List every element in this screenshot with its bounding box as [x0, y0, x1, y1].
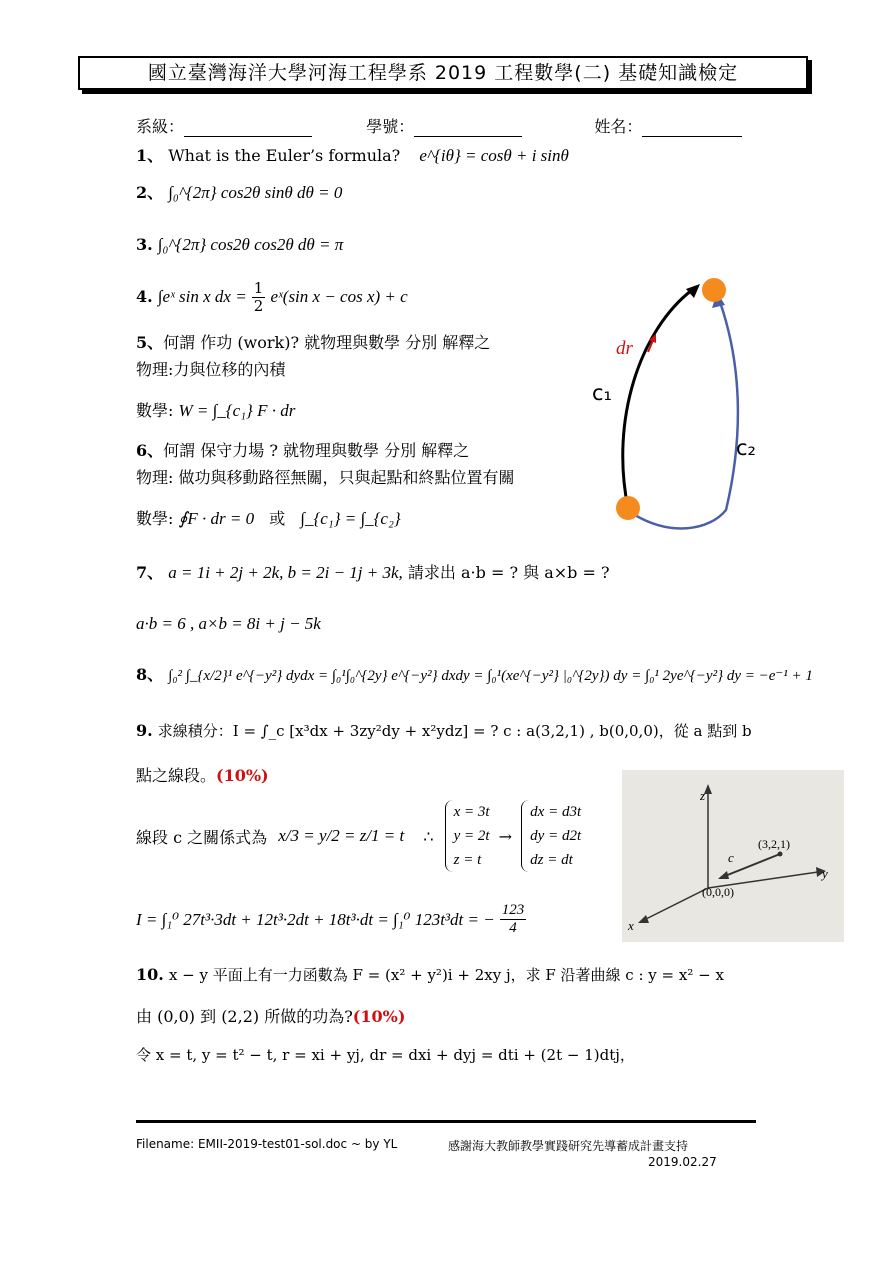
sys2-dz: dz = dt [530, 852, 573, 868]
sys1-y: y = 2t [453, 828, 490, 844]
axes-figure [622, 770, 844, 942]
q6-math-expression-1: ∮F · dr = 0 [178, 509, 255, 528]
q1-number: 1、 [136, 146, 164, 165]
path-c1 [623, 290, 692, 508]
page-title: 國立臺灣海洋大學河海工程學系 2019 工程數學(二) 基礎知識檢定 [78, 56, 808, 90]
q9-system-2 [521, 800, 581, 872]
q7-vectors: a = 1i + 2j + 2k, b = 2i − 1j + 3k, [168, 563, 403, 582]
end-point-dot [702, 278, 726, 302]
q5-number: 5、 [136, 333, 164, 352]
curve-label: c [728, 850, 734, 865]
q9-param-equation: x/3 = y/2 = z/1 = t [278, 826, 405, 845]
question-1 [136, 143, 569, 166]
q9-result-bottom: 4 [509, 920, 517, 936]
q9-result-fraction [500, 902, 527, 937]
q7-answer-text: a·b = 6 , a×b = 8i + j − 5k [136, 614, 321, 633]
q6-math-label: 數學: [136, 509, 174, 528]
c2-label: c₂ [736, 436, 756, 460]
q6-physics: 物理: 做功與移動路徑無關，只與起點和終點位置有關 [136, 468, 515, 487]
footer-rule [136, 1120, 756, 1123]
q3-expression: ∫₀^{2π} cos2θ cos2θ dθ = π [157, 235, 344, 254]
point-marker [778, 852, 783, 857]
q1-answer: e^{iθ} = cosθ + i sinθ [419, 146, 569, 165]
q4-frac-top: 1 [253, 279, 264, 297]
question-6 [136, 438, 469, 461]
q10-question-a: x − y 平面上有一力函數為 F = (x² + y²)i + 2xy j，求 F 沿著曲線 c : y = x² − x [168, 966, 724, 984]
name-label: 姓名： [594, 117, 643, 136]
question-2 [136, 180, 342, 203]
implies-arrow: → [498, 826, 513, 846]
class-label: 系級： [136, 117, 185, 136]
q3-number: 3. [136, 235, 153, 254]
x-label: x [628, 918, 634, 933]
q10-param: 令 x = t, y = t² − t, r = xi + yj, dr = dxi + dyj = dti + (2t − 1)dtj， [136, 1046, 635, 1064]
footer-date: 2019.02.27 [648, 1155, 717, 1169]
q4-lhs: ∫eˣ sin x dx = [157, 287, 247, 306]
sys2-dy: dy = d2t [530, 828, 582, 844]
z-label: z [700, 788, 706, 803]
q5-math-expression: W = ∫_{c₁} F · dr [178, 401, 296, 420]
point-label: (3,2,1) [758, 837, 790, 851]
q9-parametrization [136, 800, 581, 872]
path-diagram [570, 270, 770, 540]
q9-result-top: 123 [501, 902, 525, 918]
q9-question-a: 求線積分：I = ∫_c [x³dx + 3zy²dy + x²ydz] = ? c : a(3,2,1) , b(0,0,0)，從 a 點到 b [157, 722, 752, 740]
question-7 [136, 560, 610, 583]
q10-parametrization [136, 1044, 635, 1065]
class-blank [184, 117, 312, 137]
q4-rhs: eˣ(sin x − cos x) + c [270, 287, 408, 306]
q4-fraction [252, 280, 266, 315]
path-c2 [630, 302, 738, 528]
q9-question-b: 點之線段。 [136, 766, 217, 785]
q10-number: 10. [136, 965, 164, 984]
student-info [136, 114, 742, 137]
footer-filename: Filename: EMII-2019-test01-sol.doc ~ by YL [136, 1137, 398, 1151]
sys1-z: z = t [453, 852, 482, 868]
q5-math [136, 398, 295, 421]
q9-integral-expression: I = ∫₁⁰ 27t³·3dt + 12t³·2dt + 18t³·dt = ∫₁⁰ 123t³dt = − [136, 909, 495, 929]
q10-points: (10%) [352, 1007, 406, 1026]
name-blank [642, 117, 742, 137]
question-5 [136, 330, 490, 353]
sys1-x: x = 3t [453, 804, 490, 820]
q7-number: 7、 [136, 563, 164, 582]
therefore-symbol: ∴ [423, 826, 434, 846]
q6-math-expression-2: ∫_{c₁} = ∫_{c₂} [300, 509, 401, 528]
q4-frac-bottom: 2 [253, 297, 264, 315]
c1-label: c₁ [592, 381, 612, 405]
q9-param-label: 線段 c 之關係式為 [136, 827, 268, 847]
id-label: 學號： [366, 117, 415, 136]
q7-answer [136, 614, 321, 634]
q2-expression: ∫₀^{2π} cos2θ sinθ dθ = 0 [168, 183, 343, 202]
q6-math [136, 506, 401, 529]
q9-question-cont [136, 763, 269, 786]
q10-question-b: 由 (0,0) 到 (2,2) 所做的功為? [136, 1007, 353, 1026]
q6-or: 或 [269, 509, 286, 528]
q1-text: What is the Euler’s formula? [168, 146, 401, 165]
q9-integral [136, 902, 526, 937]
q9-number: 9. [136, 721, 153, 740]
q6-question: 何謂 保守力場 ? 就物理與數學 分別 解釋之 [163, 441, 470, 460]
q5-physics: 物理:力與位移的內積 [136, 360, 286, 379]
q8-number: 8、 [136, 665, 164, 684]
q8-expression: ∫₀² ∫_{x/2}¹ e^{−y²} dydx = ∫₀¹∫₀^{2y} e^{−y²} dxdy = ∫₀¹(xe^{−y²} |₀^{2y}) dy = ∫₀¹ 2ye^{−y²} dy = −e⁻¹ + 1 [168, 668, 813, 684]
q7-question: 請求出 a·b = ? 與 a×b = ? [407, 563, 610, 582]
question-3 [136, 235, 343, 255]
dr-label: dr [616, 338, 633, 359]
q9-points: (10%) [216, 766, 269, 785]
q5-question: 何謂 作功 (work)? 就物理與數學 分別 解釋之 [163, 333, 491, 352]
start-point-dot [616, 496, 640, 520]
q5-math-label: 數學: [136, 401, 174, 420]
footer-thanks: 感謝海大教師教學實踐研究先導蓄成計畫支持 [448, 1139, 689, 1153]
question-4 [136, 280, 408, 315]
c1-arrowhead [686, 284, 700, 298]
sys2-dx: dx = d3t [530, 804, 582, 820]
q6-number: 6、 [136, 441, 164, 460]
question-8 [136, 662, 813, 685]
q10-question-cont [136, 1004, 405, 1027]
question-10 [136, 964, 724, 985]
id-blank [414, 117, 522, 137]
question-9 [136, 720, 752, 741]
q4-number: 4. [136, 287, 153, 306]
q9-system-1 [445, 800, 490, 872]
origin-label: (0,0,0) [702, 885, 734, 899]
q2-number: 2、 [136, 183, 164, 202]
y-label: y [822, 866, 828, 881]
